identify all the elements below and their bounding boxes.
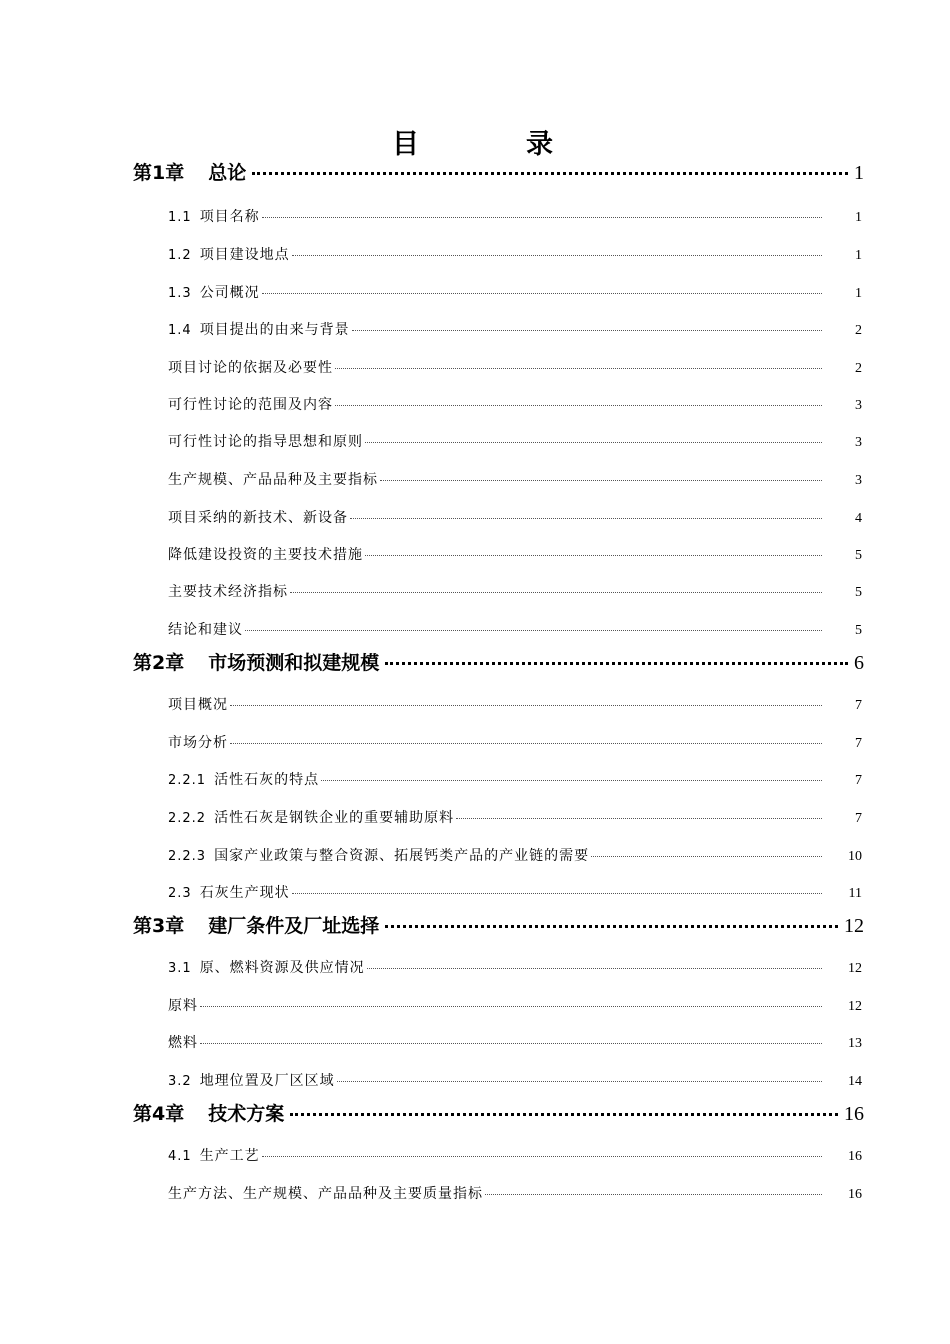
dot-leader bbox=[335, 368, 822, 369]
section-title: 生产规模、产品品种及主要指标 bbox=[168, 472, 378, 488]
page-number: 1 bbox=[855, 210, 862, 225]
dot-leader bbox=[290, 592, 822, 593]
section-title: 活性石灰是钢铁企业的重要辅助原料 bbox=[214, 810, 455, 826]
section-title: 项目讨论的依据及必要性 bbox=[168, 360, 333, 376]
page-number: 7 bbox=[855, 811, 862, 826]
page-number: 7 bbox=[855, 698, 862, 713]
page-number: 11 bbox=[848, 886, 862, 901]
page-number: 5 bbox=[855, 623, 862, 638]
section-title: 生产工艺 bbox=[199, 1148, 260, 1164]
page-number: 13 bbox=[848, 1036, 862, 1051]
dot-leader bbox=[367, 968, 822, 969]
section-title: 结论和建议 bbox=[168, 622, 243, 638]
page-number: 10 bbox=[848, 849, 862, 864]
page-number: 5 bbox=[855, 585, 862, 600]
page-number: 7 bbox=[855, 773, 862, 788]
toc-entry[interactable] bbox=[168, 1032, 862, 1052]
section-title: 可行性讨论的指导思想和原则 bbox=[168, 434, 363, 450]
toc-entry[interactable] bbox=[168, 319, 862, 339]
toc-entry[interactable] bbox=[168, 995, 862, 1015]
page-number: 3 bbox=[855, 473, 862, 488]
page-number: 2 bbox=[855, 361, 862, 376]
page-number: 1 bbox=[855, 248, 862, 263]
dot-leader bbox=[245, 630, 822, 631]
toc-entry[interactable] bbox=[168, 507, 862, 527]
dot-leader bbox=[262, 1156, 822, 1157]
dot-leader bbox=[200, 1043, 822, 1044]
toc-entry[interactable] bbox=[168, 581, 862, 601]
section-title: 可行性讨论的范围及内容 bbox=[168, 397, 333, 413]
dot-leader bbox=[292, 255, 822, 256]
section-number: 3.1 bbox=[168, 961, 192, 976]
section-number: 4.1 bbox=[168, 1149, 192, 1164]
toc-entry[interactable] bbox=[168, 206, 862, 226]
section-title: 市场分析 bbox=[168, 735, 228, 751]
section-title: 公司概况 bbox=[199, 285, 260, 301]
section-number: 2.2.1 bbox=[168, 773, 207, 788]
page-number: 12 bbox=[844, 915, 864, 937]
page-number: 1 bbox=[854, 162, 864, 184]
section-title: 国家产业政策与整合资源、拓展钙类产品的产业链的需要 bbox=[214, 848, 590, 864]
dot-leader bbox=[352, 330, 822, 331]
toc-entry[interactable] bbox=[168, 807, 862, 827]
page-number: 16 bbox=[848, 1149, 862, 1164]
dot-leader bbox=[262, 293, 822, 294]
section-title: 项目概况 bbox=[168, 697, 228, 713]
toc-entry[interactable] bbox=[168, 845, 862, 865]
section-title: 石灰生产现状 bbox=[199, 885, 290, 901]
dot-leader bbox=[337, 1081, 822, 1082]
toc-entry[interactable] bbox=[168, 1070, 862, 1090]
chapter-title: 技术方案 bbox=[208, 1103, 285, 1125]
toc-entry[interactable] bbox=[168, 732, 862, 752]
section-title: 项目提出的由来与背景 bbox=[199, 322, 350, 338]
dot-leader bbox=[290, 1113, 838, 1116]
section-title: 降低建设投资的主要技术措施 bbox=[168, 547, 363, 563]
page-number: 14 bbox=[848, 1074, 862, 1089]
dot-leader bbox=[385, 662, 848, 665]
section-title: 活性石灰的特点 bbox=[214, 772, 320, 788]
page-number: 16 bbox=[844, 1103, 864, 1125]
toc-entry[interactable] bbox=[168, 394, 862, 414]
section-title: 原、燃料资源及供应情况 bbox=[199, 960, 365, 976]
chapter-title: 建厂条件及厂址选择 bbox=[208, 915, 380, 937]
section-number: 2.3 bbox=[168, 886, 192, 901]
page-number: 1 bbox=[855, 286, 862, 301]
section-title: 项目建设地点 bbox=[199, 247, 290, 263]
dot-leader bbox=[456, 818, 822, 819]
chapter-entry[interactable] bbox=[133, 1099, 864, 1127]
toc-entry[interactable] bbox=[168, 1183, 862, 1203]
toc-entry[interactable] bbox=[168, 957, 862, 977]
chapter-title: 市场预测和拟建规模 bbox=[208, 652, 380, 674]
section-number: 2.2.2 bbox=[168, 811, 207, 826]
chapter-label: 第4章 bbox=[133, 1103, 185, 1125]
section-number: 1.1 bbox=[168, 210, 192, 225]
section-title: 生产方法、生产规模、产品品种及主要质量指标 bbox=[168, 1186, 483, 1202]
dot-leader bbox=[335, 405, 822, 406]
dot-leader bbox=[321, 780, 822, 781]
dot-leader bbox=[292, 893, 822, 894]
page-number: 12 bbox=[848, 961, 862, 976]
toc-entry[interactable] bbox=[168, 357, 862, 377]
section-title: 燃料 bbox=[168, 1035, 198, 1051]
chapter-entry[interactable] bbox=[133, 911, 864, 939]
toc-entry[interactable] bbox=[168, 882, 862, 902]
chapter-entry[interactable] bbox=[133, 648, 864, 676]
chapter-label: 第2章 bbox=[133, 652, 185, 674]
page-number: 4 bbox=[855, 511, 862, 526]
page-number: 16 bbox=[848, 1187, 862, 1202]
toc-entry[interactable] bbox=[168, 544, 862, 564]
toc-entry[interactable] bbox=[168, 282, 862, 302]
page-number: 3 bbox=[855, 435, 862, 450]
section-number: 3.2 bbox=[168, 1074, 192, 1089]
section-title: 地理位置及厂区区域 bbox=[199, 1073, 335, 1089]
section-title: 原料 bbox=[168, 998, 198, 1014]
dot-leader bbox=[200, 1006, 822, 1007]
dot-leader bbox=[230, 743, 822, 744]
toc-entry[interactable] bbox=[168, 431, 862, 451]
toc-entry[interactable] bbox=[168, 1145, 862, 1165]
section-number: 1.2 bbox=[168, 248, 192, 263]
dot-leader bbox=[485, 1194, 822, 1195]
dot-leader bbox=[230, 705, 822, 706]
dot-leader bbox=[350, 518, 822, 519]
dot-leader bbox=[252, 172, 848, 175]
page-number: 2 bbox=[855, 323, 862, 338]
section-title: 项目名称 bbox=[199, 209, 260, 225]
page-number: 3 bbox=[855, 398, 862, 413]
section-title: 主要技术经济指标 bbox=[168, 584, 288, 600]
toc-entry[interactable] bbox=[168, 469, 862, 489]
dot-leader bbox=[380, 480, 822, 481]
toc-entry[interactable] bbox=[168, 619, 862, 639]
page-number: 7 bbox=[855, 736, 862, 751]
toc-entry[interactable] bbox=[168, 769, 862, 789]
chapter-label: 第1章 bbox=[133, 162, 185, 184]
chapter-label: 第3章 bbox=[133, 915, 185, 937]
chapter-entry[interactable] bbox=[133, 158, 864, 186]
page-number: 5 bbox=[855, 548, 862, 563]
toc-entry[interactable] bbox=[168, 694, 862, 714]
section-number: 1.3 bbox=[168, 286, 192, 301]
dot-leader bbox=[385, 925, 838, 928]
section-number: 2.2.3 bbox=[168, 849, 207, 864]
toc-title: 目 录 bbox=[392, 129, 593, 160]
dot-leader bbox=[365, 555, 822, 556]
dot-leader bbox=[262, 217, 822, 218]
section-number: 1.4 bbox=[168, 323, 192, 338]
dot-leader bbox=[591, 856, 822, 857]
page-number: 12 bbox=[848, 999, 862, 1014]
section-title: 项目采纳的新技术、新设备 bbox=[168, 510, 348, 526]
dot-leader bbox=[365, 442, 822, 443]
toc-entry[interactable] bbox=[168, 244, 862, 264]
page-number: 6 bbox=[854, 652, 864, 674]
chapter-title: 总论 bbox=[208, 162, 247, 184]
